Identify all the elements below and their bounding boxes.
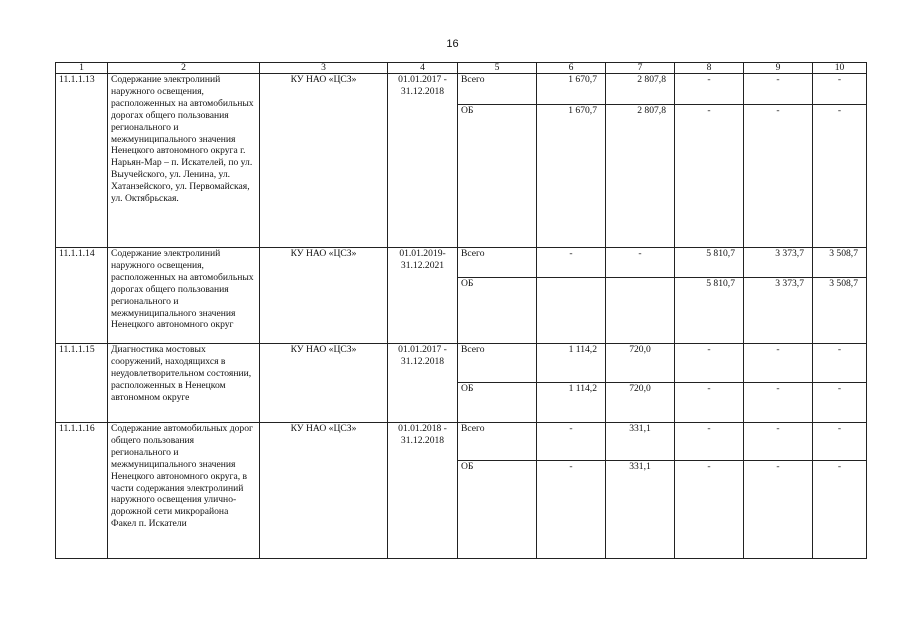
measure-name: Содержание электролиний наружного освещения, расположенных на автомобильных дорогах общего пользования регионального и межмуниципального значения Ненецкого автономного округ — [108, 248, 260, 344]
value-cell: - — [675, 74, 744, 105]
value-cell: - — [675, 383, 744, 423]
column-header: 2 — [108, 63, 260, 74]
executor: КУ НАО «ЦСЗ» — [260, 344, 388, 423]
value-cell: 720,0 — [606, 383, 675, 423]
value-cell: 2 807,8 — [606, 74, 675, 105]
period: 01.01.2017 - 31.12.2018 — [388, 344, 458, 423]
value-cell: - — [744, 105, 813, 248]
table-row — [56, 74, 867, 105]
value-cell: 1 670,7 — [537, 74, 606, 105]
funding-source: ОБ — [458, 383, 537, 423]
column-header: 9 — [744, 63, 813, 74]
value-cell — [537, 278, 606, 344]
value-cell: - — [744, 74, 813, 105]
value-cell: - — [744, 344, 813, 383]
column-header: 5 — [458, 63, 537, 74]
funding-source: Всего — [458, 248, 537, 278]
row-id: 11.1.1.13 — [56, 74, 108, 248]
value-cell: 5 810,7 — [675, 248, 744, 278]
value-cell: - — [744, 383, 813, 423]
column-header: 6 — [537, 63, 606, 74]
value-cell: - — [537, 461, 606, 559]
period: 01.01.2019-31.12.2021 — [388, 248, 458, 344]
column-header: 10 — [813, 63, 867, 74]
value-cell: - — [813, 105, 867, 248]
value-cell: - — [813, 383, 867, 423]
value-cell: - — [675, 344, 744, 383]
column-header: 1 — [56, 63, 108, 74]
funding-source: ОБ — [458, 461, 537, 559]
funding-source: Всего — [458, 74, 537, 105]
row-id: 11.1.1.16 — [56, 423, 108, 559]
value-cell: - — [675, 105, 744, 248]
value-cell: 720,0 — [606, 344, 675, 383]
value-cell: 1 670,7 — [537, 105, 606, 248]
value-cell: 3 373,7 — [744, 278, 813, 344]
value-cell: 2 807,8 — [606, 105, 675, 248]
table-row — [56, 423, 867, 461]
value-cell: - — [537, 248, 606, 278]
executor: КУ НАО «ЦСЗ» — [260, 248, 388, 344]
period: 01.01.2017 - 31.12.2018 — [388, 74, 458, 248]
measure-name: Содержание электролиний наружного освещения, расположенных на автомобильных дорогах общего пользования регионального и межмуниципального значения Ненецкого автономного округа г. Нарьян-Мар – п. Искателей, по ул. Выучейского, ул. Ленина, ул. Хатанзейского, ул. Первомайская, ул. Октябрьская. — [108, 74, 260, 248]
value-cell: - — [813, 344, 867, 383]
executor: КУ НАО «ЦСЗ» — [260, 74, 388, 248]
header-row — [56, 63, 867, 74]
executor: КУ НАО «ЦСЗ» — [260, 423, 388, 559]
value-cell: 1 114,2 — [537, 344, 606, 383]
page-number: 16 — [446, 38, 459, 50]
value-cell: - — [744, 423, 813, 461]
value-cell: - — [813, 423, 867, 461]
funding-source: ОБ — [458, 278, 537, 344]
value-cell: - — [675, 461, 744, 559]
funding-source: Всего — [458, 423, 537, 461]
row-id: 11.1.1.15 — [56, 344, 108, 423]
funding-source: ОБ — [458, 105, 537, 248]
column-header: 3 — [260, 63, 388, 74]
row-id: 11.1.1.14 — [56, 248, 108, 344]
value-cell: - — [537, 423, 606, 461]
value-cell: 5 810,7 — [675, 278, 744, 344]
value-cell: - — [744, 461, 813, 559]
value-cell: - — [606, 248, 675, 278]
table-row — [56, 248, 867, 278]
value-cell: 331,1 — [606, 423, 675, 461]
value-cell: 3 508,7 — [813, 278, 867, 344]
value-cell: - — [813, 461, 867, 559]
funding-source: Всего — [458, 344, 537, 383]
period: 01.01.2018 - 31.12.2018 — [388, 423, 458, 559]
value-cell: - — [675, 423, 744, 461]
column-header: 8 — [675, 63, 744, 74]
value-cell: 3 373,7 — [744, 248, 813, 278]
measure-name: Диагностика мостовых сооружений, находящихся в неудовлетворительном состоянии, расположенных в Ненецком автономном округе — [108, 344, 260, 423]
column-header: 4 — [388, 63, 458, 74]
table-row — [56, 344, 867, 383]
measure-name: Содержание автомобильных дорог общего пользования регионального и межмуниципального значения Ненецкого автономного округа, в части содержания электролиний наружного освещения улично-дорожной сети микрорайона Факел п. Искатели — [108, 423, 260, 559]
column-header: 7 — [606, 63, 675, 74]
value-cell: 1 114,2 — [537, 383, 606, 423]
value-cell — [606, 278, 675, 344]
value-cell: 331,1 — [606, 461, 675, 559]
value-cell: 3 508,7 — [813, 248, 867, 278]
budget-table — [55, 62, 867, 559]
value-cell: - — [813, 74, 867, 105]
